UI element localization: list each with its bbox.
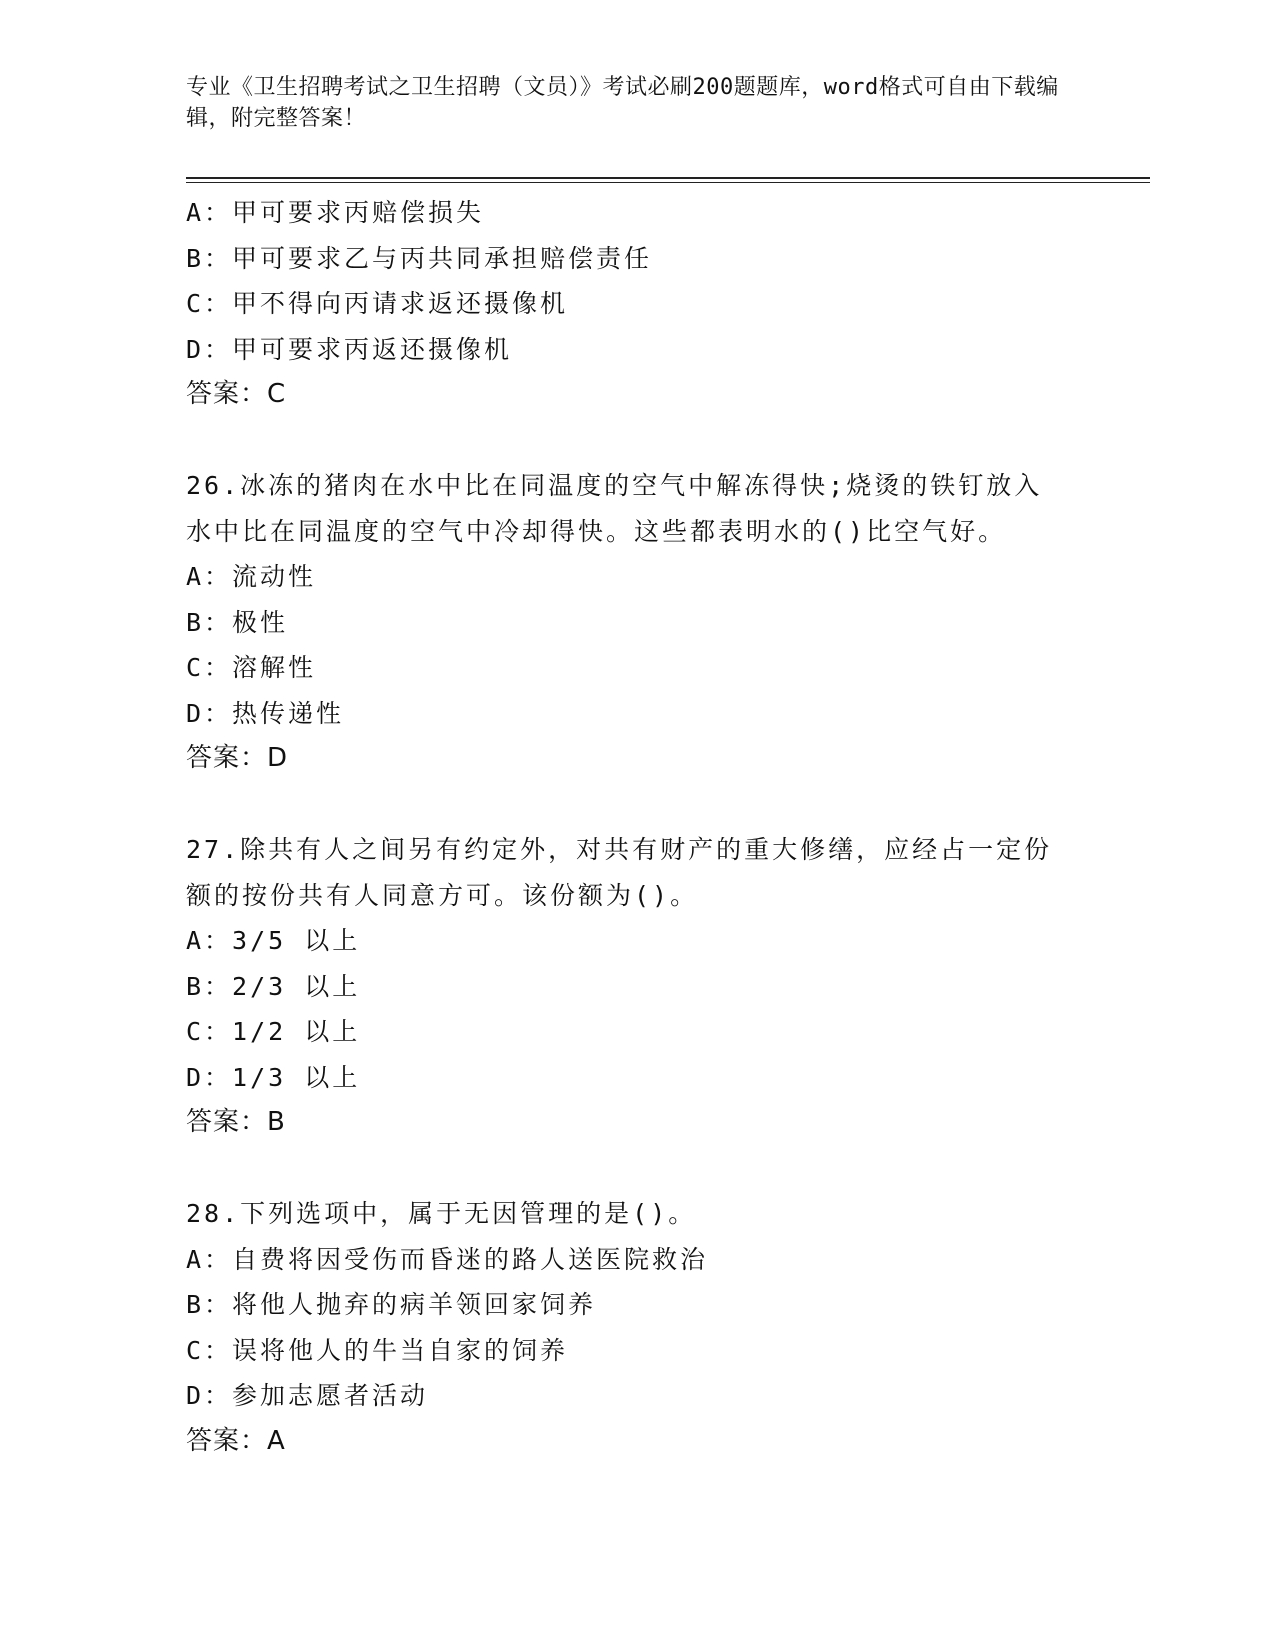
option-a: A：甲可要求丙赔偿损失 bbox=[186, 198, 485, 227]
option-d: D：1/3 以上 bbox=[186, 1062, 361, 1092]
option-c: C：1/2 以上 bbox=[186, 1017, 361, 1046]
question-block-25 bbox=[186, 190, 1086, 418]
document-header: 专业《卫生招聘考试之卫生招聘（文员）》考试必刷200题题库，word格式可自由下载编辑，附完整答案！ bbox=[186, 75, 1059, 131]
question-stem: 27.除共有人之间另有约定外，对共有财产的重大修缮，应经占一定份额的按份共有人同意方可。该份额为()。 bbox=[186, 835, 1053, 910]
option-d: D：热传递性 bbox=[186, 698, 345, 728]
question-stem: 26.冰冻的猪肉在水中比在同温度的空气中解冻得快;烧烫的铁钉放入水中比在同温度的空气中冷却得快。这些都表明水的()比空气好。 bbox=[186, 471, 1043, 546]
option-b: B：2/3 以上 bbox=[186, 971, 361, 1001]
option-a: A：3/5 以上 bbox=[186, 926, 361, 955]
option-c: C：误将他人的牛当自家的饲养 bbox=[186, 1335, 569, 1365]
question-stem: 28.下列选项中，属于无因管理的是()。 bbox=[186, 1199, 697, 1228]
question-block-26 bbox=[186, 463, 1086, 782]
spacer bbox=[186, 1146, 1086, 1192]
question-block-27 bbox=[186, 827, 1086, 1146]
spacer bbox=[186, 782, 1086, 828]
option-b: B：甲可要求乙与丙共同承担赔偿责任 bbox=[186, 243, 653, 273]
header-divider-thin bbox=[186, 182, 1150, 183]
option-d: D：甲可要求丙返还摄像机 bbox=[186, 334, 513, 364]
option-b: B：将他人抛弃的病羊领回家饲养 bbox=[186, 1290, 597, 1319]
option-c: C：甲不得向丙请求返还摄像机 bbox=[186, 289, 569, 318]
spacer bbox=[186, 418, 1086, 464]
answer-line: 答案：A bbox=[186, 1425, 286, 1456]
option-a: A：流动性 bbox=[186, 562, 317, 591]
question-list bbox=[186, 190, 1086, 1464]
option-a: A：自费将因受伤而昏迷的路人送医院救治 bbox=[186, 1244, 709, 1274]
answer-line: 答案：B bbox=[186, 1107, 286, 1137]
answer-line: 答案：C bbox=[186, 379, 287, 409]
option-b: B：极性 bbox=[186, 607, 289, 637]
option-c: C：溶解性 bbox=[186, 653, 317, 682]
answer-line: 答案：D bbox=[186, 743, 289, 773]
question-block-28 bbox=[186, 1191, 1086, 1464]
option-d: D：参加志愿者活动 bbox=[186, 1381, 429, 1410]
header-divider-thick bbox=[186, 177, 1150, 179]
